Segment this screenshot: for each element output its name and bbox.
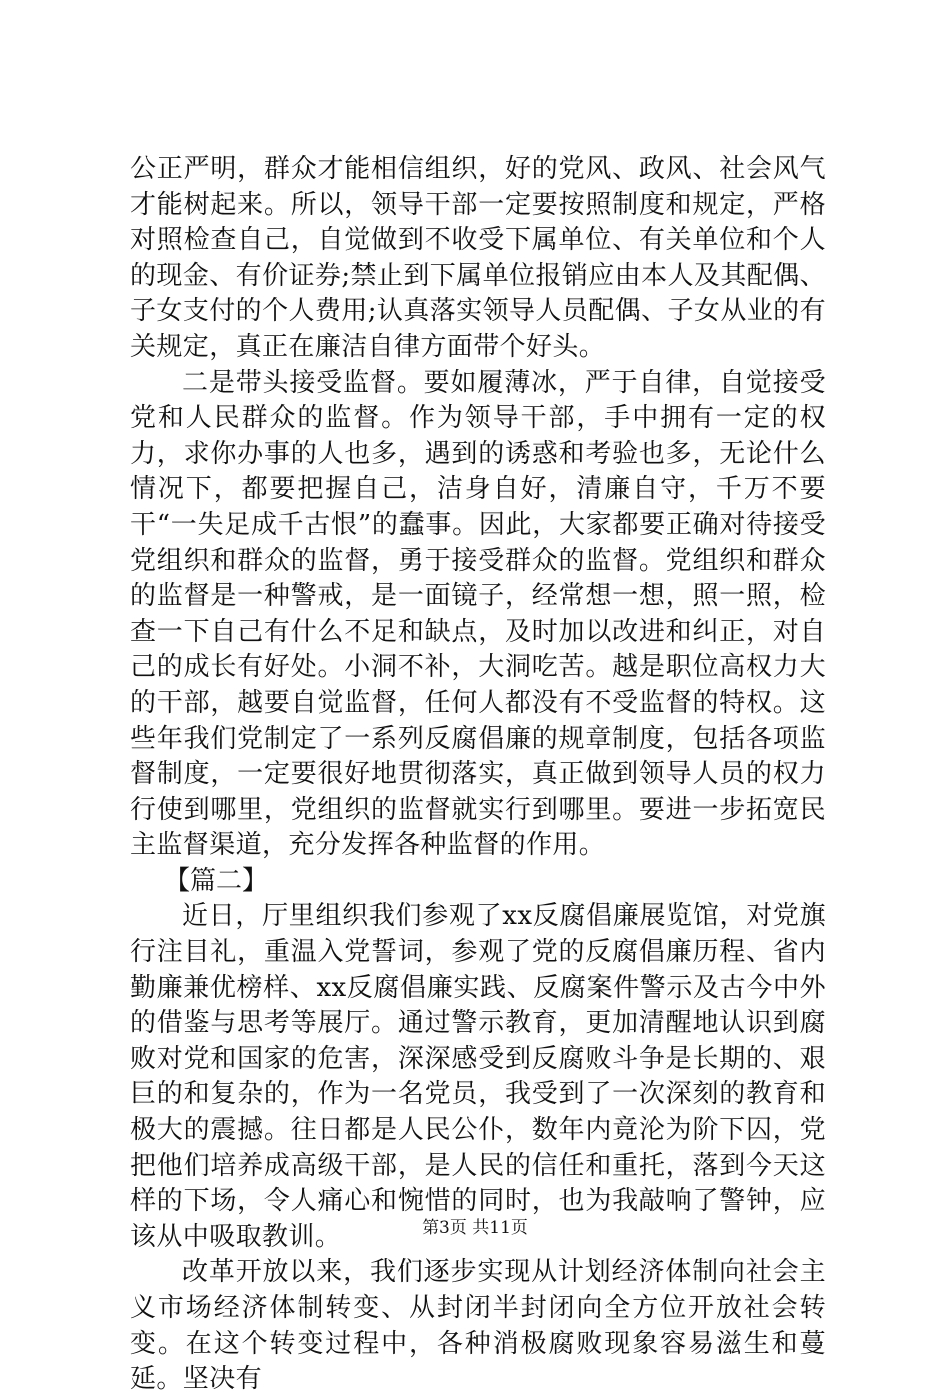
paragraph-reform: 改革开放以来，我们逐步实现从计划经济体制向社会主义市场经济体制转变、从封闭半封闭向全方位开放社会转变。在这个转变过程中，各种消极腐败现象容易滋生和蔓延。坚决有 bbox=[130, 1257, 826, 1395]
section-heading: 【篇二】 bbox=[164, 865, 269, 896]
paragraph-continuation: 公正严明，群众才能相信组织，好的党风、政风、社会风气才能树起来。所以，领导干部一定要按照制度和规定，严格对照检查自己，自觉做到不收受下属单位、有关单位和个人的现金、有价证券;禁止到下属单位报销应由本人及其配偶、子女支付的个人费用;认真落实领导人员配偶、子女从业的有关规定，真正在廉洁自律方面带个好头。 bbox=[130, 154, 826, 362]
paragraph-exhibition-visit: 近日，厅里组织我们参观了xx反腐倡廉展览馆，对党旗行注目礼，重温入党誓词，参观了党的反腐倡廉历程、省内勤廉兼优榜样、xx反腐倡廉实践、反腐案件警示及古今中外的借鉴与思考等展厅。通过警示教育，更加清醒地认识到腐败对党和国家的危害，深深感受到反腐败斗争是长期的、艰巨的和复杂的，作为一名党员，我受到了一次深刻的教育和极大的震撼。往日都是人民公仆，数年内竟沦为阶下囚，党把他们培养成高级干部，是人民的信任和重托，落到今天这样的下场，令人痛心和惋惜的同时，也为我敲响了警钟，应该从中吸取教训。 bbox=[130, 901, 826, 1252]
document-body bbox=[130, 152, 826, 1398]
page-footer: 第3页 共11页 bbox=[422, 1218, 528, 1238]
paragraph-supervision: 二是带头接受监督。要如履薄冰，严于自律，自觉接受党和人民群众的监督。作为领导干部，手中拥有一定的权力，求你办事的人也多，遇到的诱惑和考验也多，无论什么情况下，都要把握自己，洁身自好，清廉自守，千万不要干“一失足成千古恨”的蠢事。因此，大家都要正确对待接受党组织和群众的监督，勇于接受群众的监督。党组织和群众的监督是一种警戒，是一面镜子，经常想一想，照一照，检查一下自己有什么不足和缺点，及时加以改进和纠正，对自己的成长有好处。小洞不补，大洞吃苦。越是职位高权力大的干部，越要自觉监督，任何人都没有不受监督的特权。这些年我们党制定了一系列反腐倡廉的规章制度，包括各项监督制度，一定要很好地贯彻落实，真正做到领导人员的权力行使到哪里，党组织的监督就实行到哪里。要进一步拓宽民主监督渠道，充分发挥各种监督的作用。 bbox=[130, 367, 826, 861]
